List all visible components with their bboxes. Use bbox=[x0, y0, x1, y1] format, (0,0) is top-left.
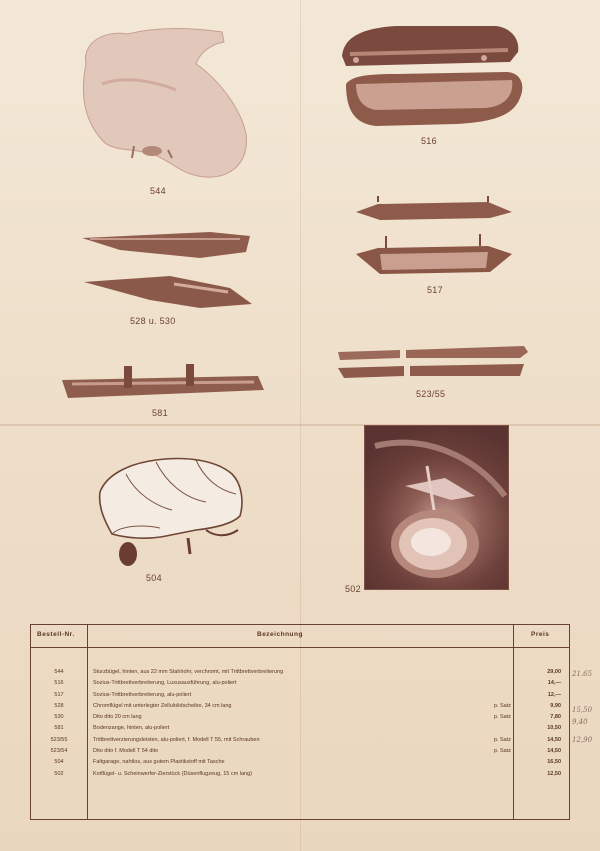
table-row bbox=[31, 667, 569, 678]
description-cell: Faltgarage, nahtlos, aus gutem Plastikstoff mit Tasche bbox=[93, 759, 225, 766]
description-cell: Chromflügel mit unterlegter Zellulolidscheibe, 34 cm lang bbox=[93, 702, 232, 709]
description-cell: Sozius-Trittbrettverbreiterung, alu-poliert bbox=[93, 691, 192, 698]
price-cell: 12,— bbox=[547, 691, 561, 698]
price-cell: 16,50 bbox=[547, 759, 561, 766]
figure-caption: 581 bbox=[152, 408, 168, 418]
table-row bbox=[31, 723, 569, 734]
footboard-extension-luxury-illustration bbox=[336, 22, 528, 130]
description-cell: Sturzbügel, hinten, aus 22 mm Stahlrohr, verchromt, mit Trittbrettverbreiterung bbox=[93, 669, 284, 675]
order-number-cell: 523/55 bbox=[50, 736, 68, 743]
handwritten-note: 21.65 bbox=[572, 670, 593, 678]
price-cell: 7,80 bbox=[550, 714, 561, 721]
order-number-cell: 516 bbox=[54, 680, 64, 687]
unit-cell: p. Satz bbox=[493, 714, 511, 721]
unit-cell: p. Satz bbox=[493, 702, 511, 709]
chrome-wing-illustration bbox=[80, 230, 256, 312]
figure-caption: 528 u. 530 bbox=[130, 316, 176, 326]
figure-caption: 517 bbox=[427, 285, 443, 295]
table-row bbox=[31, 690, 569, 701]
unit-cell: p. Satz bbox=[493, 736, 511, 743]
handwritten-note: 15,50 bbox=[572, 706, 593, 714]
order-number-cell: 523/54 bbox=[50, 748, 68, 755]
table-row bbox=[31, 678, 569, 689]
description-cell: Dito dito 20 cm lang bbox=[93, 714, 142, 721]
description-cell: Sozius-Trittbrettverbreiterung, Luxusausführung, alu-poliert bbox=[93, 680, 237, 687]
description-cell: Trittbrettverzierungsleisten, alu-poliert, f. Modell T 55, mit Schrauben bbox=[93, 736, 260, 743]
table-row bbox=[31, 735, 569, 746]
col-header-description: Bezeichnung bbox=[257, 631, 303, 638]
table-header bbox=[31, 625, 569, 648]
scooter-crash-bar-illustration bbox=[72, 24, 252, 184]
figure-caption: 516 bbox=[421, 136, 437, 146]
description-cell: Bodenzange, hinten, alu-poliert bbox=[93, 725, 170, 732]
table-row bbox=[31, 712, 569, 723]
unit-cell: p. Satz bbox=[493, 748, 511, 755]
price-cell: 9,90 bbox=[550, 702, 561, 709]
handwritten-note: 9,40 bbox=[572, 718, 588, 726]
price-cell: 14,— bbox=[547, 680, 561, 687]
col-header-order-number: Bestell-Nr. bbox=[37, 631, 75, 638]
order-number-cell: 530 bbox=[54, 714, 64, 721]
col-header-price: Preis bbox=[531, 631, 550, 638]
price-cell: 12,50 bbox=[547, 770, 561, 777]
description-cell: Kotflügel- u. Scheinwerfer-Zierstück (Düsenflugzeug, 15 cm lang) bbox=[93, 770, 252, 777]
order-number-cell: 504 bbox=[54, 759, 64, 766]
fender-ornament-photo bbox=[364, 425, 509, 590]
table-row bbox=[31, 769, 569, 780]
decoration-strips-illustration bbox=[334, 344, 532, 384]
price-cell: 29,00 bbox=[547, 669, 561, 675]
order-number-cell: 528 bbox=[54, 702, 64, 709]
footboard-extension-illustration bbox=[352, 192, 516, 282]
figure-caption: 523/55 bbox=[416, 389, 446, 399]
price-cell: 10,50 bbox=[547, 725, 561, 732]
price-table bbox=[30, 624, 570, 820]
order-number-cell: 517 bbox=[54, 691, 64, 698]
order-number-cell: 581 bbox=[54, 725, 64, 732]
description-cell: Dito dito f. Modell T 54 dito bbox=[93, 748, 159, 755]
order-number-cell: 502 bbox=[54, 770, 64, 777]
order-number-cell: 544 bbox=[54, 669, 64, 675]
table-row bbox=[31, 757, 569, 768]
figure-caption: 504 bbox=[146, 573, 162, 583]
price-cell: 14,50 bbox=[547, 736, 561, 743]
table-row bbox=[31, 746, 569, 757]
rear-clamp-illustration bbox=[60, 362, 266, 404]
table-row bbox=[31, 701, 569, 712]
figure-caption: 544 bbox=[150, 186, 166, 196]
handwritten-note: 12,90 bbox=[572, 736, 593, 744]
folding-garage-illustration bbox=[96, 454, 248, 572]
price-cell: 14,50 bbox=[547, 748, 561, 755]
figure-caption: 502 bbox=[345, 584, 361, 594]
